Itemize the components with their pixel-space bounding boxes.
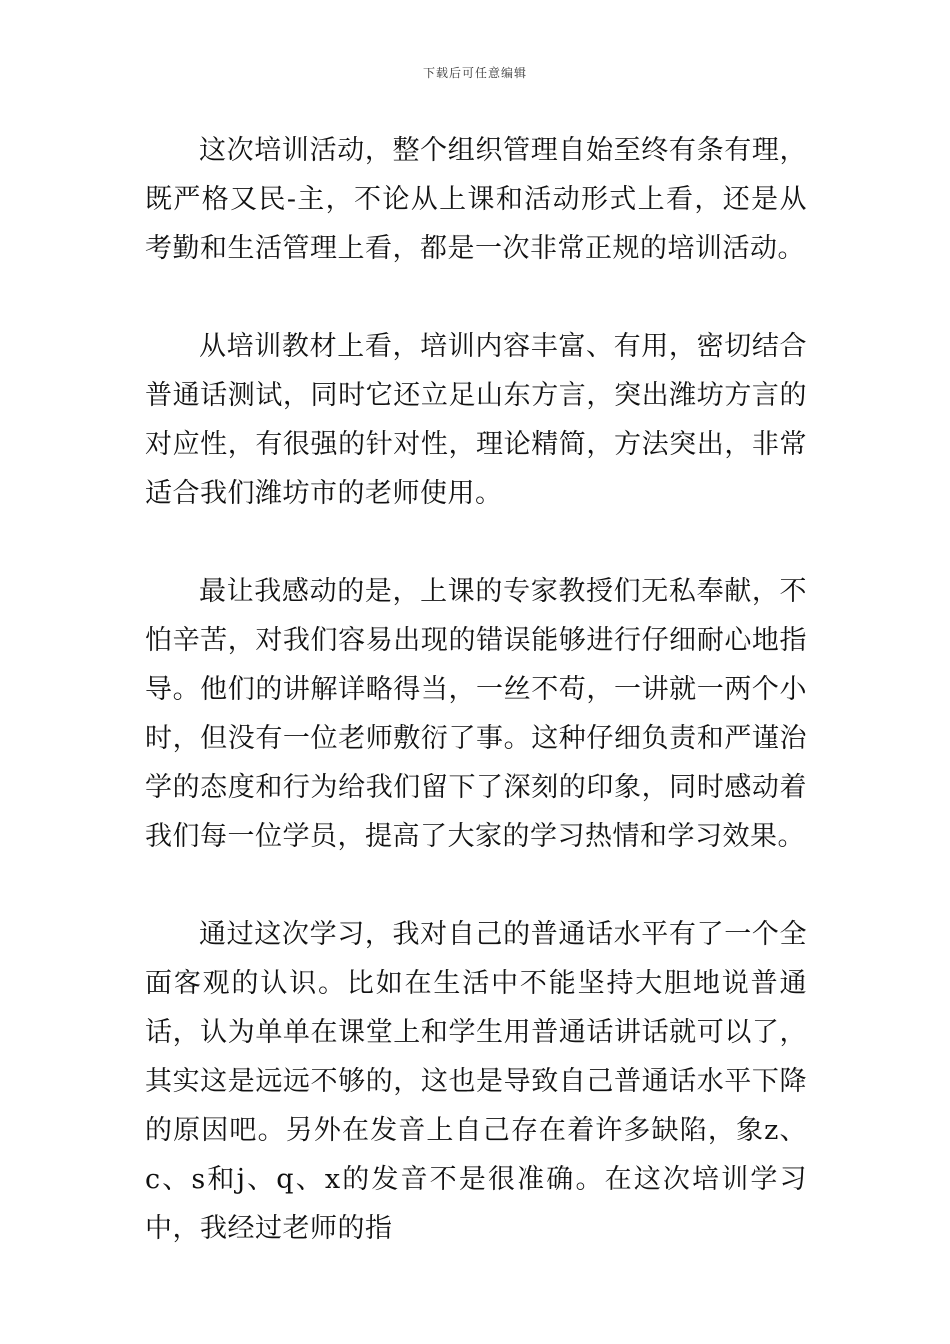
- paragraph-4: 通过这次学习，我对自己的普通话水平有了一个全面客观的认识。比如在生活中不能坚持大胆地说普通话，认为单单在课堂上和学生用普通话讲话就可以了，其实这是远远不够的，这也是导致自己普通话水平下降的原因吧。另外在发音上自己存在着许多缺陷，象z、c、s和j、q、x的发音不是很准确。在这次培训学习中，我经过老师的指: [145, 919, 807, 1244]
- paragraph-2: 从培训教材上看，培训内容丰富、有用，密切结合普通话测试，同时它还立足山东方言，突出潍坊方言的对应性，有很强的针对性，理论精简，方法突出，非常适合我们潍坊市的老师使用。: [145, 331, 807, 509]
- body-text: [145, 126, 807, 1302]
- paragraph-1: 这次培训活动，整个组织管理自始至终有条有理，既严格又民-主，不论从上课和活动形式上看，还是从考勤和生活管理上看，都是一次非常正规的培训活动。: [145, 135, 807, 264]
- header-note: 下载后可任意编辑: [422, 66, 527, 80]
- paragraph-3: 最让我感动的是，上课的专家教授们无私奉献，不怕辛苦，对我们容易出现的错误能够进行仔细耐心地指导。他们的讲解详略得当，一丝不苟，一讲就一两个小时，但没有一位老师敷衍了事。这种仔细负责和严谨治学的态度和行为给我们留下了深刻的印象，同时感动着我们每一位学员，提高了大家的学习热情和学习效果。: [145, 576, 807, 852]
